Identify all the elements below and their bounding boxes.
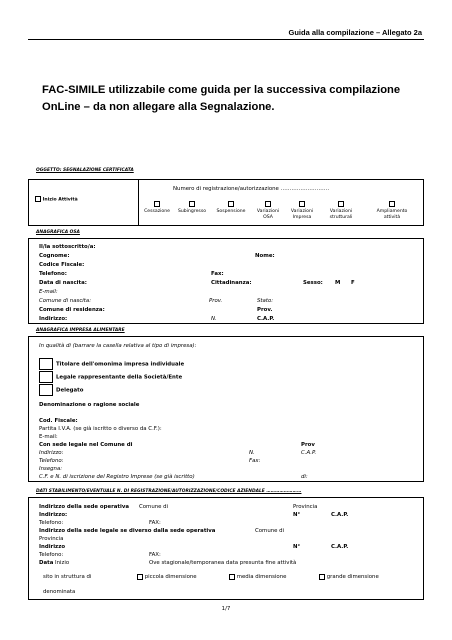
- checkbox[interactable]: [39, 384, 53, 396]
- nome-label: Nome:: [255, 253, 275, 259]
- provincia-label-2: Provincia: [39, 536, 64, 542]
- prov-residenza-label: Prov.: [257, 307, 273, 313]
- sito-struttura-label: sito in struttura di: [43, 574, 92, 580]
- oggetto-label: OGGETTO: SEGNALAZIONE CERTIFICATA: [36, 168, 134, 173]
- fax-label: FAX:: [149, 520, 161, 526]
- di-label: di:: [301, 474, 308, 480]
- cap-label: C.A.P.: [257, 316, 275, 322]
- checkbox[interactable]: [265, 201, 271, 207]
- sesso-label: Sesso:: [303, 280, 323, 286]
- partita-iva-label: Partita I.V.A. (se già iscritto o diverso da C.F.):: [39, 426, 162, 432]
- checkbox[interactable]: [389, 201, 395, 207]
- sesso-f-option[interactable]: F: [351, 280, 355, 286]
- denominata-label: denominata: [43, 589, 76, 595]
- sottoscritto-label: Il/la sottoscritto/a:: [39, 244, 96, 250]
- checkbox[interactable]: [338, 201, 344, 207]
- option-grande[interactable]: grande dimensione: [319, 573, 379, 581]
- option-piccola[interactable]: piccola dimensione: [137, 573, 197, 581]
- stagionale-label: Ove stagionale/temporanea data presunta fine attività: [149, 560, 297, 566]
- data-nascita-label: Data di nascita:: [39, 280, 87, 286]
- telefono-label-2: Telefono:: [39, 552, 64, 558]
- prov-nascita-label: Prov.: [209, 298, 223, 304]
- email-label: E-mail:: [39, 289, 58, 295]
- stabilimento-label: DATI STABILIMENTO/EVENTUALE N. DI REGISTRAZIONE/AUTORIZZAZIONE/CODICE AZIENDALE ……………………: [36, 489, 302, 494]
- checkbox[interactable]: [319, 574, 325, 580]
- option-variazioni-impresa[interactable]: Variazioni Impresa: [285, 201, 319, 221]
- fax-label: Fax:: [211, 271, 224, 277]
- checkbox[interactable]: [39, 371, 53, 383]
- sede-operativa-label: Indirizzo della sede operativa: [39, 504, 129, 510]
- page-number: 1/7: [221, 606, 231, 612]
- anagrafica-impresa-box: [28, 336, 424, 482]
- stabilimento-box: [28, 497, 424, 600]
- comune-di-label: Comune di: [139, 504, 169, 510]
- cap-label: C.A.P.: [301, 450, 317, 456]
- indirizzo-label: Indirizzo:: [39, 316, 68, 322]
- indirizzo-label: Indirizzo:: [39, 512, 68, 518]
- header-divider: [28, 39, 424, 40]
- provincia-label: Provincia: [293, 504, 318, 510]
- telefono-label: Telefono:: [39, 458, 64, 464]
- checkbox[interactable]: [39, 358, 53, 370]
- checkbox[interactable]: [154, 201, 160, 207]
- telefono-label: Telefono:: [39, 520, 64, 526]
- stato-label: Stato:: [257, 298, 274, 304]
- indirizzo-label: Indirizzo:: [39, 450, 64, 456]
- option-media[interactable]: media dimensione: [229, 573, 286, 581]
- fax-label-2: FAX:: [149, 552, 161, 558]
- email-label: E-mail:: [39, 434, 58, 440]
- option-titolare[interactable]: Titolare dell'omonima impresa individuale: [39, 358, 184, 370]
- insegna-label: Insegna:: [39, 466, 63, 472]
- anagrafica-osa-box: [28, 238, 424, 324]
- fax-label: Fax:: [249, 458, 261, 464]
- prov-label: Prov: [301, 442, 315, 448]
- cap-label-2: C.A.P.: [331, 544, 349, 550]
- numero-label: N°: [293, 512, 301, 518]
- checkbox[interactable]: [229, 574, 235, 580]
- checkbox[interactable]: [189, 201, 195, 207]
- denominazione-label: Denominazione o ragione sociale: [39, 402, 140, 408]
- sede-legale-diversa-label: Indirizzo della sede legale se diverso dalla sede operativa: [39, 528, 216, 534]
- option-subingresso[interactable]: Subingresso: [173, 201, 211, 215]
- sede-legale-label: Con sede legale nel Comune di: [39, 442, 133, 448]
- registro-imprese-label: C.F. e N. di iscrizione del Registro Imprese (se già iscritto): [39, 474, 195, 480]
- checkbox[interactable]: [299, 201, 305, 207]
- telefono-label: Telefono:: [39, 271, 67, 277]
- checkbox[interactable]: [35, 196, 41, 202]
- data-inizio-label: Data Inizio: [39, 560, 70, 566]
- registration-number-label: Numero di registrazione/autorizzazione ………………………: [173, 186, 330, 192]
- comune-nascita-label: Comune di nascita:: [39, 298, 92, 304]
- cap-label: C.A.P.: [331, 512, 349, 518]
- option-cessazione[interactable]: Cessazione: [141, 201, 173, 215]
- cognome-label: Cognome:: [39, 253, 70, 259]
- cittadinanza-label: Cittadinanza:: [211, 280, 252, 286]
- comune-di-label-2: Comune di: [255, 528, 285, 534]
- comune-residenza-label: Comune di residenza:: [39, 307, 105, 313]
- qualita-label: In qualità di (barrare la casella relativa al tipo di impresa):: [39, 343, 197, 349]
- indirizzo-label-2: Indirizzo: [39, 544, 66, 550]
- numero-label-2: N°: [293, 544, 301, 550]
- option-sospensione[interactable]: Sospensione: [211, 201, 251, 215]
- vertical-divider: [138, 180, 139, 225]
- anagrafica-impresa-label: ANAGRAFICA IMPRESA ALIMENTARE: [36, 328, 125, 333]
- cod-fiscale-label: Cod. Fiscale:: [39, 418, 78, 424]
- option-variazioni-osa[interactable]: Variazioni OSA: [251, 201, 285, 221]
- inizio-attivita-option[interactable]: Inizio Attività: [35, 196, 78, 203]
- option-delegato[interactable]: Delegato: [39, 384, 83, 396]
- activity-box: [28, 179, 424, 226]
- anagrafica-osa-label: ANAGRAFICA OSA: [36, 230, 80, 235]
- header-title: Guida alla compilazione – Allegato 2a: [288, 28, 422, 37]
- sesso-m-option[interactable]: M: [335, 280, 341, 286]
- page-title: FAC-SIMILE utilizzabile come guida per la successiva compilazione OnLine – da non allegare alla Segnalazione.: [42, 84, 401, 113]
- numero-label: N.: [249, 450, 255, 456]
- option-ampliamento[interactable]: Ampliamento attività: [363, 201, 421, 221]
- option-legale-rappresentante[interactable]: Legale rappresentante della Società/Ente: [39, 371, 182, 383]
- option-variazioni-strutturali[interactable]: Variazioni strutturali: [319, 201, 363, 221]
- checkbox[interactable]: [228, 201, 234, 207]
- numero-label: N.: [211, 316, 217, 322]
- checkbox[interactable]: [137, 574, 143, 580]
- codice-fiscale-label: Codice Fiscale:: [39, 262, 85, 268]
